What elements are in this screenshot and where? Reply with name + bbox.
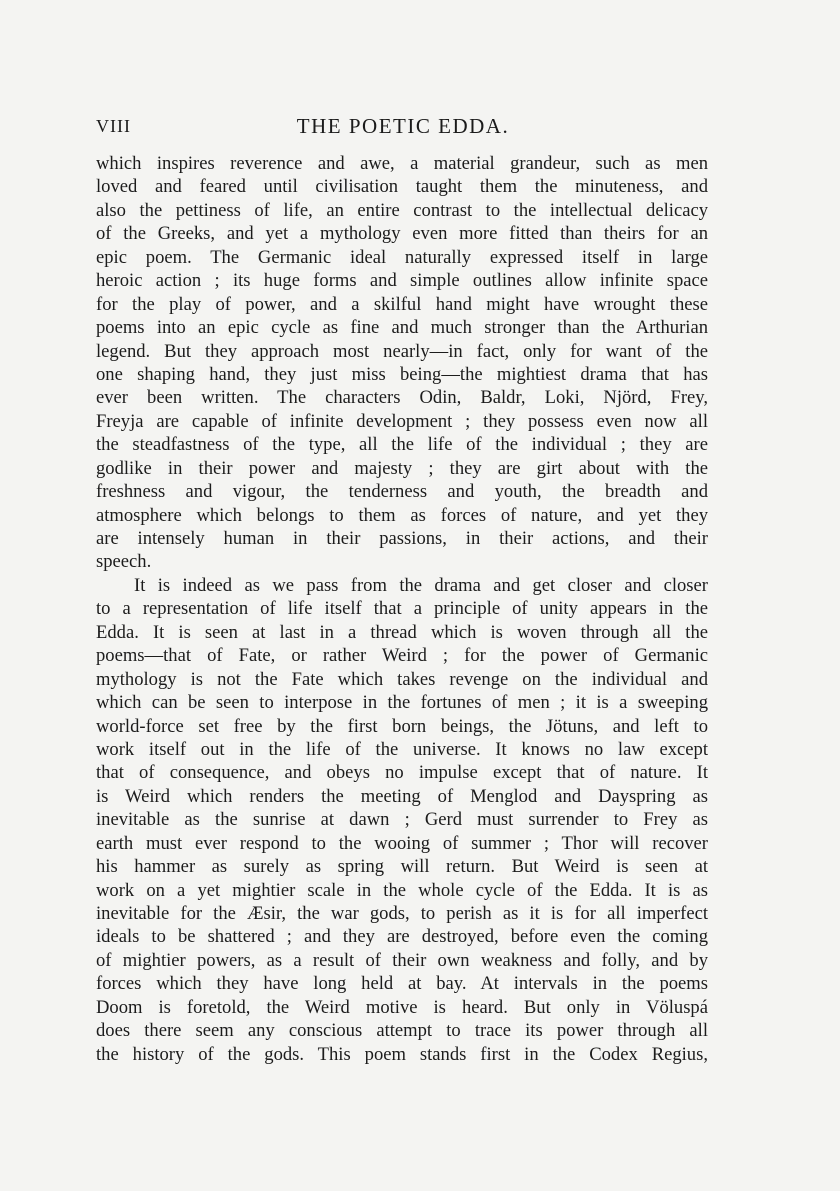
body-text <box>96 152 708 1066</box>
text-line: forces which they have long held at bay. At intervals in the poems <box>96 973 708 995</box>
text-line: that of consequence, and obeys no impulse except that of nature. It <box>96 762 708 784</box>
text-line: are intensely human in their passions, in their actions, and their <box>96 528 708 549</box>
text-line: godlike in their power and majesty ; they are girt about with the <box>96 457 708 479</box>
text-line: is Weird which renders the meeting of Menglod and Dayspring as <box>96 785 708 807</box>
text-line: Doom is foretold, the Weird motive is heard. But only in Völuspá <box>96 996 708 1018</box>
text-line: poems into an epic cycle as fine and much stronger than the Arthurian <box>96 317 708 339</box>
text-line: atmosphere which belongs to them as forces of nature, and yet they <box>96 504 708 526</box>
page-number: VIII <box>96 116 131 136</box>
text-line: freshness and vigour, the tenderness and youth, the breadth and <box>96 481 708 503</box>
text-line: legend. But they approach most nearly—in fact, only for want of the <box>96 340 708 362</box>
text-line: loved and feared until civilisation taught them the minuteness, and <box>96 176 708 198</box>
text-line: earth must ever respond to the wooing of summer ; Thor will recover <box>96 832 708 854</box>
text-line: one shaping hand, they just miss being—the mightiest drama that has <box>96 363 708 385</box>
text-line: Edda. It is seen at last in a thread which is woven through all the <box>96 621 708 643</box>
running-title: THE POETIC EDDA. <box>296 114 510 138</box>
text-line: speech. <box>96 551 152 573</box>
text-line: inevitable as the sunrise at dawn ; Gerd must surrender to Frey as <box>96 809 708 831</box>
text-line: mythology is not the Fate which takes revenge on the individual and <box>96 668 708 690</box>
text-line: of mightier powers, as a result of their own weakness and folly, and by <box>96 949 708 971</box>
text-line: Freyja are capable of infinite development ; they possess even now all <box>96 410 708 432</box>
text-line: ideals to be shattered ; and they are destroyed, before even the coming <box>96 926 708 948</box>
text-line: ever been written. The characters Odin, Baldr, Loki, Njörd, Frey, <box>96 387 708 409</box>
text-line: It is indeed as we pass from the drama and get closer and closer <box>134 574 708 596</box>
text-line: poems—that of Fate, or rather Weird ; for the power of Germanic <box>96 645 708 667</box>
text-line: the steadfastness of the type, all the life of the individual ; they are <box>96 434 708 456</box>
text-line: does there seem any conscious attempt to trace its power through all <box>96 1020 708 1042</box>
text-line: work itself out in the life of the universe. It knows no law except <box>96 738 708 760</box>
text-line: work on a yet mightier scale in the whole cycle of the Edda. It is as <box>96 879 708 901</box>
text-line: world-force set free by the first born beings, the Jötuns, and left to <box>96 715 708 737</box>
page-header <box>96 114 710 144</box>
text-line: his hammer as surely as spring will return. But Weird is seen at <box>96 856 708 878</box>
text-line: for the play of power, and a skilful hand might have wrought these <box>96 293 708 315</box>
text-line: to a representation of life itself that a principle of unity appears in the <box>96 598 708 620</box>
text-line: epic poem. The Germanic ideal naturally expressed itself in large <box>96 246 708 268</box>
text-line: heroic action ; its huge forms and simple outlines allow infinite space <box>96 270 708 292</box>
text-line: also the pettiness of life, an entire contrast to the intellectual delicacy <box>96 199 708 221</box>
text-line: which can be seen to interpose in the fortunes of men ; it is a sweeping <box>96 692 708 714</box>
text-line: of the Greeks, and yet a mythology even more fitted than theirs for an <box>96 223 708 245</box>
text-line: which inspires reverence and awe, a material grandeur, such as men <box>96 153 708 174</box>
text-line: the history of the gods. This poem stands first in the Codex Regius, <box>96 1043 708 1065</box>
text-line: inevitable for the Æsir, the war gods, to perish as it is for all imperfect <box>96 903 708 924</box>
